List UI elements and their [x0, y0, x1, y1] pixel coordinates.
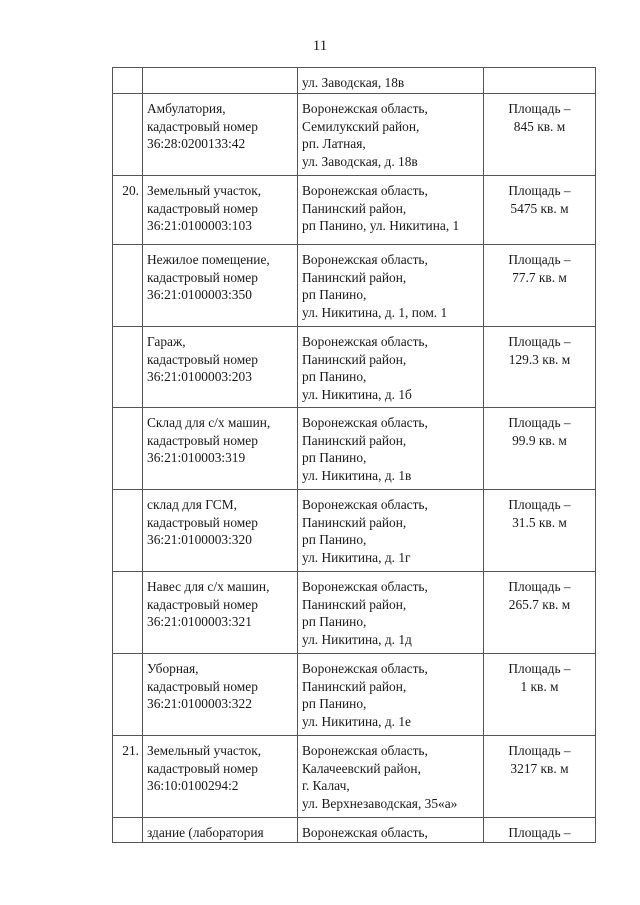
object-name-line: Земельный участок, [147, 183, 262, 198]
address-line: Панинский район, [302, 351, 407, 367]
table-row [113, 327, 596, 408]
table-row [113, 736, 596, 818]
object-name-line: здание (лаборатория [147, 825, 264, 840]
object-name-line: кадастровый номер [147, 678, 258, 694]
address-line: ул. Никитина, д. 1, пом. 1 [302, 304, 448, 320]
address-line: Воронежская область, [302, 334, 428, 349]
area-line: Площадь – [508, 579, 571, 594]
table-row [113, 654, 596, 736]
table-row [113, 818, 596, 843]
table-row [113, 490, 596, 572]
row-number-cell: 20. [113, 176, 143, 245]
address-line: рп. Латная, [302, 136, 366, 151]
object-name-cell [143, 572, 298, 654]
object-name-line: 36:21:0100003:322 [147, 696, 252, 711]
object-name-line: кадастровый номер [147, 200, 258, 216]
row-number-cell [113, 68, 143, 94]
object-name-cell [143, 94, 298, 176]
object-name-line: кадастровый номер [147, 269, 258, 285]
address-line: Воронежская область, [302, 101, 428, 116]
area-line: Площадь – [508, 252, 571, 267]
object-name-line: Гараж, [147, 334, 186, 349]
area-line: Площадь – [508, 825, 571, 840]
address-line: ул. Никитина, д. 1б [302, 386, 412, 402]
area-line: Площадь – [508, 661, 571, 676]
row-number-cell [113, 245, 143, 327]
address-cell [298, 818, 484, 843]
table-row [113, 572, 596, 654]
row-number-cell [113, 94, 143, 176]
area-line: Площадь – [508, 497, 571, 512]
area-cell [484, 94, 596, 176]
area-line: 5475 кв. м [510, 200, 569, 216]
area-line: Площадь – [508, 183, 571, 198]
object-name-cell [143, 408, 298, 490]
address-line: Панинский район, [302, 514, 407, 530]
address-line: Панинский район, [302, 678, 407, 694]
area-cell [484, 736, 596, 818]
object-name-line: кадастровый номер [147, 596, 258, 612]
area-line: 265.7 кв. м [508, 596, 571, 612]
address-cell [298, 68, 484, 94]
address-line: г. Калач, [302, 778, 350, 793]
area-line: 77.7 кв. м [512, 269, 567, 285]
object-name-cell [143, 736, 298, 818]
area-cell [484, 818, 596, 843]
object-name-line: склад для ГСМ, [147, 497, 237, 512]
address-cell [298, 176, 484, 245]
object-name-cell [143, 176, 298, 245]
area-line: 3217 кв. м [510, 760, 569, 776]
row-number-cell: 21. [113, 736, 143, 818]
object-name-line: кадастровый номер [147, 514, 258, 530]
address-line: Панинский район, [302, 200, 407, 216]
address-line: Панинский район, [302, 269, 407, 285]
area-cell [484, 245, 596, 327]
address-line: Воронежская область, [302, 743, 428, 758]
object-name-line: Навес для с/х машин, [147, 579, 270, 594]
address-cell [298, 245, 484, 327]
area-line: Площадь – [508, 101, 571, 116]
object-name-line: кадастровый номер [147, 351, 258, 367]
object-name-line: 36:10:0100294:2 [147, 778, 239, 793]
object-name-line: кадастровый номер [147, 432, 258, 448]
area-cell [484, 327, 596, 408]
area-line: Площадь – [508, 334, 571, 349]
object-name-line: 36:21:010003:319 [147, 450, 246, 465]
address-line: ул. Верхнезаводская, 35«а» [302, 795, 458, 811]
object-name-cell [143, 327, 298, 408]
object-name-line: 36:21:0100003:321 [147, 614, 252, 629]
address-cell [298, 490, 484, 572]
area-cell [484, 68, 596, 94]
address-line: Семилукский район, [302, 118, 420, 134]
address-cell [298, 736, 484, 818]
area-line: 845 кв. м [513, 118, 566, 134]
area-cell [484, 572, 596, 654]
address-line: Калачеевский район, [302, 760, 421, 776]
row-number-cell [113, 818, 143, 843]
address-line: Воронежская область, [302, 661, 428, 676]
object-name-line: кадастровый номер [147, 118, 258, 134]
object-name-line: 36:21:0100003:103 [147, 218, 252, 233]
address-line: Воронежская область, [302, 415, 428, 430]
property-table-body [113, 68, 596, 843]
address-line: ул. Заводская, д. 18в [302, 153, 418, 169]
table-row [113, 94, 596, 176]
address-line: рп Панино, [302, 614, 367, 629]
address-line: рп Панино, [302, 696, 367, 711]
property-table [112, 67, 596, 843]
area-line: 1 кв. м [520, 678, 559, 694]
object-name-line: 36:21:0100003:350 [147, 287, 252, 302]
row-number-cell [113, 408, 143, 490]
address-cell [298, 654, 484, 736]
row-number-cell [113, 654, 143, 736]
address-cell [298, 94, 484, 176]
address-line: Воронежская область, [302, 183, 428, 198]
address-line: ул. Никитина, д. 1д [302, 631, 412, 647]
address-line: ул. Никитина, д. 1е [302, 713, 411, 729]
table-row [113, 245, 596, 327]
object-name-line: Уборная, [147, 661, 199, 676]
object-name-line: 36:21:0100003:320 [147, 532, 252, 547]
area-line: 31.5 кв. м [512, 514, 567, 530]
address-cell [298, 408, 484, 490]
table-row [113, 68, 596, 94]
object-name-line: Амбулатория, [147, 101, 226, 116]
object-name-line: Земельный участок, [147, 743, 262, 758]
address-line: ул. Заводская, 18в [302, 75, 405, 90]
address-line: ул. Никитина, д. 1в [302, 467, 412, 483]
address-line: Воронежская область, [302, 579, 428, 594]
address-line: рп Панино, [302, 450, 367, 465]
area-line: 99.9 кв. м [512, 432, 567, 448]
object-name-cell [143, 654, 298, 736]
object-name-cell [143, 68, 298, 94]
address-cell [298, 327, 484, 408]
address-line: Панинский район, [302, 596, 407, 612]
address-line: рп Панино, [302, 532, 367, 547]
object-name-line: Нежилое помещение, [147, 252, 270, 267]
address-line: Воронежская область, [302, 497, 428, 512]
area-cell [484, 490, 596, 572]
address-line: рп Панино, [302, 369, 367, 384]
address-line: рп Панино, [302, 287, 367, 302]
address-cell [298, 572, 484, 654]
address-line: Воронежская область, [302, 252, 428, 267]
object-name-cell [143, 490, 298, 572]
row-number-cell [113, 327, 143, 408]
address-line: Панинский район, [302, 432, 407, 448]
object-name-line: 36:21:0100003:203 [147, 369, 252, 384]
area-cell [484, 408, 596, 490]
address-line: рп Панино, ул. Никитина, 1 [302, 218, 460, 233]
row-number-cell [113, 572, 143, 654]
object-name-line: кадастровый номер [147, 760, 258, 776]
area-line: 129.3 кв. м [508, 351, 571, 367]
area-cell [484, 176, 596, 245]
row-number-cell [113, 490, 143, 572]
object-name-cell [143, 245, 298, 327]
table-row [113, 176, 596, 245]
area-line: Площадь – [508, 415, 571, 430]
table-row [113, 408, 596, 490]
area-cell [484, 654, 596, 736]
page-number: 11 [312, 38, 328, 54]
object-name-line: Склад для с/х машин, [147, 415, 271, 430]
object-name-cell [143, 818, 298, 843]
area-line: Площадь – [508, 743, 571, 758]
address-line: Воронежская область, [302, 825, 428, 840]
address-line: ул. Никитина, д. 1г [302, 549, 411, 565]
object-name-line: 36:28:0200133:42 [147, 136, 246, 151]
